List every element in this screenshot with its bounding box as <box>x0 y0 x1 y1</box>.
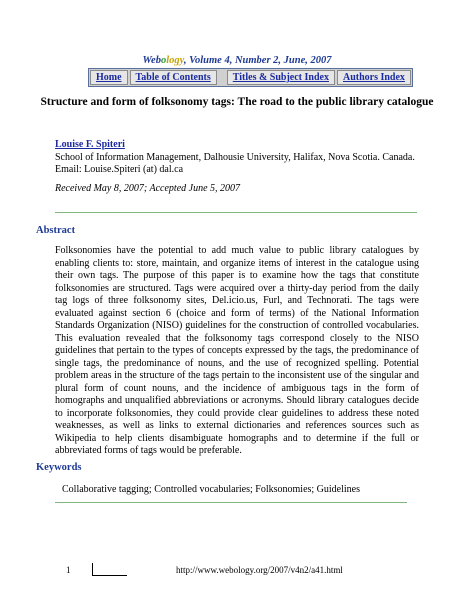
divider-top <box>55 212 417 213</box>
abstract-text <box>55 245 419 458</box>
page-number: 1 <box>66 565 71 575</box>
abstract-heading: Abstract <box>36 225 76 236</box>
divider-bottom <box>55 502 407 503</box>
article-dates: Received May 8, 2007; Accepted June 5, 2007 <box>55 182 241 194</box>
abstract-paragraph: Folksonomies have the potential to add much value to public library catalogues by enabling clients to: store, maintain, and organize items of interest in the catalogue using their own tags. The purpose of this paper is to examine how the tags that constitute folksonomies are structured. Tags were acquired over a thirty-day period from the daily tag logs of three folksonomy sites, Del.icio.us, Furl, and Technorati. The tags were evaluated against section 6 (choice and form of terms) of the National Information Standards Organization (NISO) guidelines for the construction of controlled vocabularies. This evaluation revealed that the folksonomy tags correspond closely to the NISO guidelines that pertain to the types of concepts expressed by the tags, the predominance of single tags, the predominance of nouns, and the use of recognized spelling. Potential problem areas in the structure of the tags pertain to the inconsistent use of the singular and plural form of count nouns, and the incidence of ambiguous tags in the form of homographs and unqualified abbreviations or acronyms. Should library catalogues decide to incorporate folksonomies, they could provide clear guidelines to address these noted weaknesses, as well as links to external dictionaries and references sources such as Wikipedia to help clients disambiguate homographs and to determine if the full or abbreviated forms of tags would be preferable. <box>55 245 419 456</box>
navigation-bar <box>88 68 413 87</box>
author-affiliation: School of Information Management, Dalhousie University, Halifax, Nova Scotia. Canada. Email: Louise.Spiteri (at) dal.ca <box>55 151 415 175</box>
nav-table-of-contents-link[interactable]: Table of Contents <box>130 70 217 85</box>
author-name-link[interactable]: Louise F. Spiteri <box>55 139 125 150</box>
nav-spacer <box>218 69 226 86</box>
footer-rule <box>92 575 127 576</box>
nav-home-link[interactable]: Home <box>90 70 128 85</box>
footer-separator <box>92 563 93 575</box>
journal-issue: , Volume 4, Number 2, June, 2007 <box>183 55 332 66</box>
article-title: Structure and form of folksonomy tags: The road to the public library catalogue <box>40 96 434 108</box>
nav-titles-subject-index-link[interactable]: Titles & Subject Index <box>227 70 335 85</box>
journal-brand-web: Web <box>142 55 161 66</box>
journal-header <box>0 55 474 66</box>
keywords-text: Collaborative tagging; Controlled vocabularies; Folksonomies; Guidelines <box>62 484 361 495</box>
journal-brand-logy: logy <box>166 55 184 66</box>
author-block <box>55 139 435 195</box>
nav-authors-index-link[interactable]: Authors Index <box>337 70 411 85</box>
footer-url-link[interactable]: http://www.webology.org/2007/v4n2/a41.html <box>176 565 343 575</box>
keywords-heading: Keywords <box>36 462 82 473</box>
journal-brand-o: o <box>160 55 167 66</box>
